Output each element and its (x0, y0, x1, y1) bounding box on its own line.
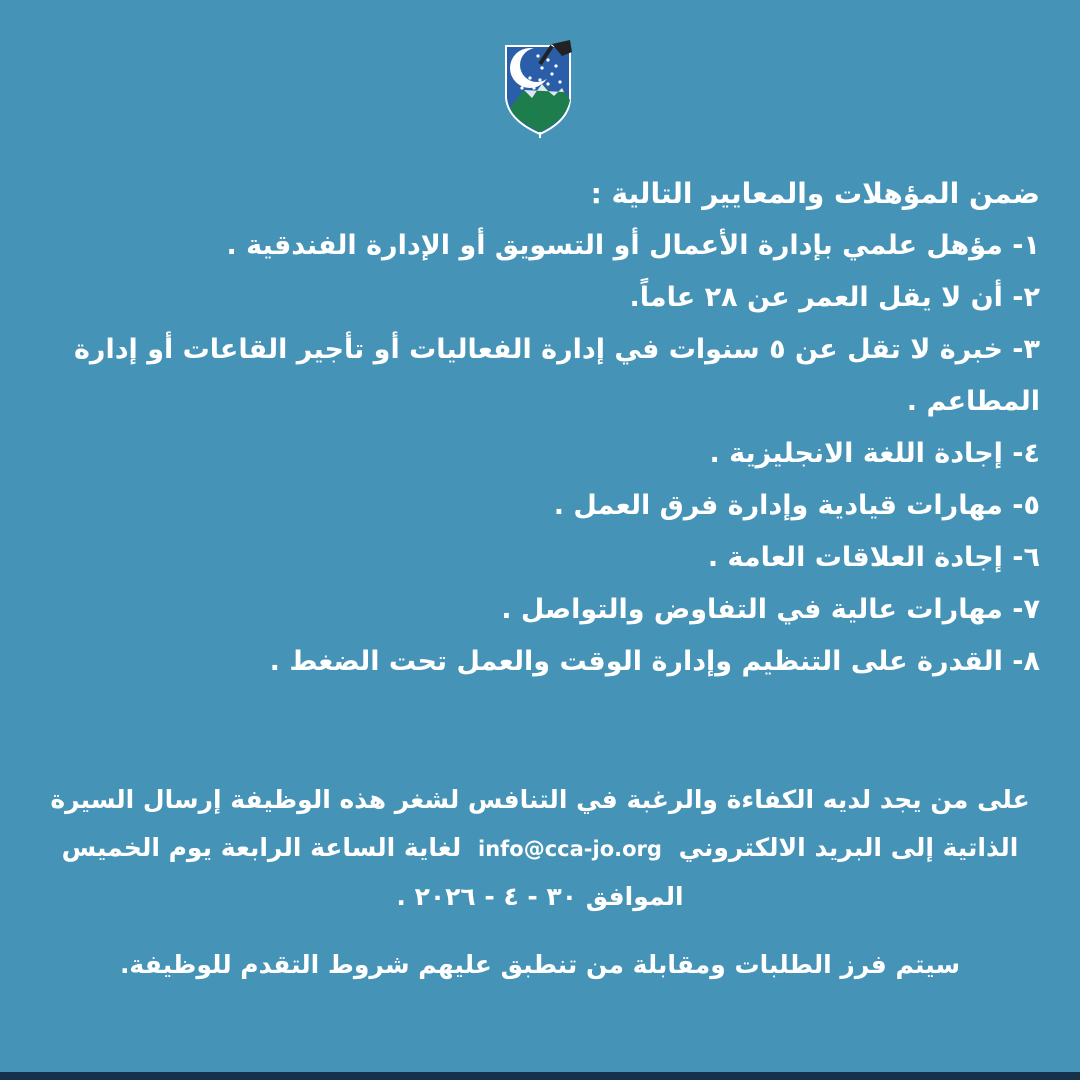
requirements-section (60, 168, 1040, 688)
application-instructions (50, 776, 1030, 989)
requirement-item: ٥- مهارات قيادية وإدارة فرق العمل . (553, 490, 1040, 521)
requirement-item: ٤- إجادة اللغة الانجليزية . (709, 438, 1040, 469)
bottom-bar (0, 1072, 1080, 1080)
screening-note: سيتم فرز الطلبات ومقابلة من تنطبق عليهم شروط التقدم للوظيفة. (119, 950, 961, 979)
organization-logo (500, 38, 582, 138)
requirement-item: ١- مؤهل علمي بإدارة الأعمال أو التسويق أو الإدارة الفندقية . (226, 230, 1040, 261)
application-deadline-text: لغاية الساعة الرابعة يوم الخميس الموافق ٣٠ - ٤ - ٢٠٢٦ . (61, 833, 684, 911)
requirement-item: ٦- إجادة العلاقات العامة . (707, 542, 1040, 573)
requirement-item: ٨- القدرة على التنظيم وإدارة الوقت والعمل تحت الضغط . (269, 646, 1040, 677)
requirement-item: ٣- خبرة لا تقل عن ٥ سنوات في إدارة الفعاليات أو تأجير القاعات أو إدارة المطاعم . (73, 334, 1040, 417)
requirement-item: ٧- مهارات عالية في التفاوض والتواصل . (501, 594, 1040, 625)
requirements-heading: ضمن المؤهلات والمعايير التالية : (590, 177, 1040, 210)
application-text-before-email: على من يجد لديه الكفاءة والرغبة في التنافس لشغر هذه الوظيفة إرسال السيرة الذاتية إلى البريد الالكتروني (50, 785, 1030, 862)
contact-email[interactable]: info@cca-jo.org (478, 837, 662, 861)
requirement-item: ٢- أن لا يقل العمر عن ٢٨ عاماً. (629, 282, 1040, 313)
application-paragraph (50, 776, 1030, 921)
